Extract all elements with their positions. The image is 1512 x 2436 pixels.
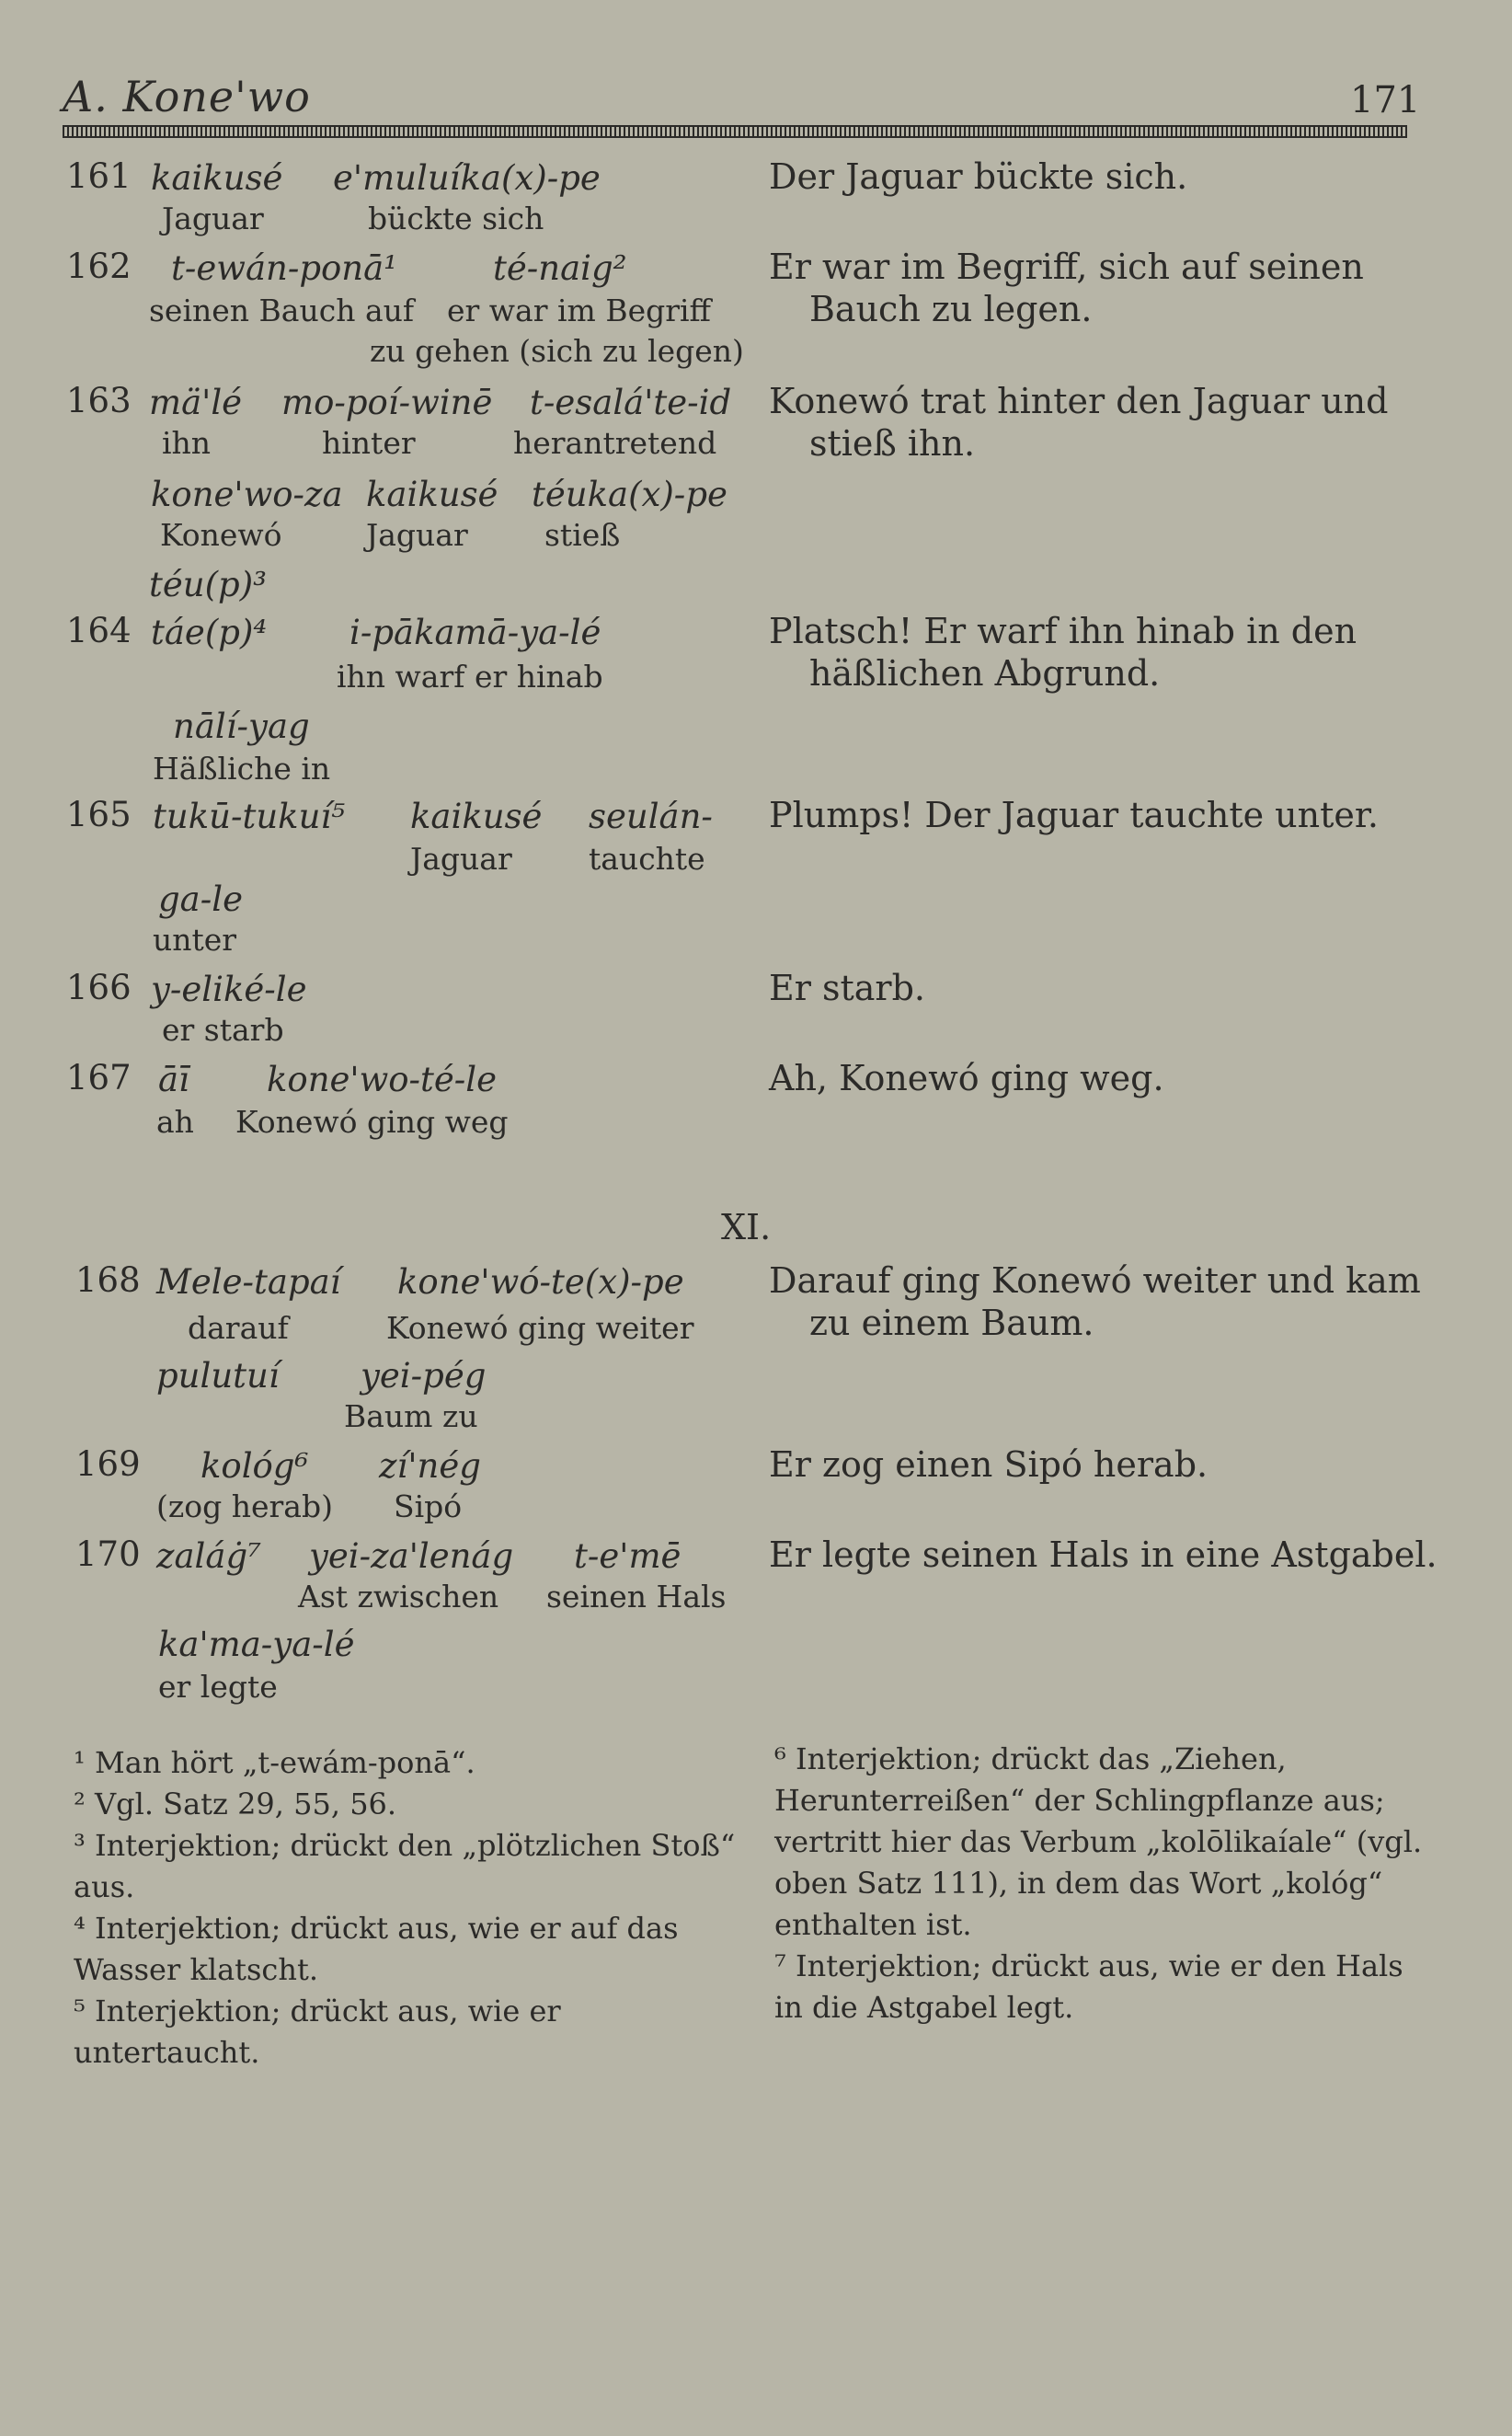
footnotes-left	[74, 1742, 736, 2074]
gloss: Konewó ging weiter	[386, 1310, 694, 1346]
translation-line: häßlichen Abgrund.	[809, 653, 1161, 694]
gloss: ah	[156, 1104, 194, 1140]
gloss: hinter	[322, 425, 416, 461]
footnote: ⁶ Interjektion; drückt das „Ziehen, Herunterreißen“ der Schlingpflanze aus; vertritt hier das Verbum „kolōlikaíale“ (vgl. oben Satz 111), in dem das Wort „kológ“ enthalten ist.	[774, 1741, 1423, 1942]
line-number: 161	[66, 156, 132, 196]
kariri-word: téu(p)³	[149, 565, 267, 604]
translation-line: stieß ihn.	[809, 423, 976, 464]
kariri-word: zí'nég	[379, 1446, 481, 1486]
kariri-word: t-ewán-ponā¹	[171, 248, 398, 288]
line-number: 169	[75, 1444, 141, 1484]
footnotes-right	[774, 1739, 1427, 2028]
kariri-word: mo-poí-winē	[281, 383, 493, 422]
gloss: er legte	[158, 1669, 278, 1705]
translation-line: Er starb.	[769, 968, 925, 1008]
translation-line: zu einem Baum.	[809, 1303, 1094, 1343]
line-number: 163	[66, 381, 132, 420]
kariri-word: Mele-tapaí	[156, 1262, 341, 1302]
kariri-word: kaikusé	[366, 475, 498, 514]
gloss: zu gehen (sich zu legen)	[370, 333, 744, 369]
kariri-word: kone'wó-te(x)-pe	[397, 1262, 684, 1302]
kariri-word: kone'wo-za	[151, 475, 343, 514]
footnote: ⁴ Interjektion; drückt aus, wie er auf das Wasser klatscht.	[74, 1911, 679, 1987]
gloss: Jaguar	[162, 201, 264, 236]
kariri-word: i-pākamā-ya-lé	[349, 613, 601, 652]
running-header-title: A. Kone'wo	[63, 72, 311, 121]
line-number: 165	[66, 795, 132, 834]
gloss: Jaguar	[410, 841, 512, 877]
gloss: bückte sich	[368, 201, 544, 236]
footnote: ¹ Man hört „t-ewám-ponā“.	[74, 1745, 475, 1780]
translation-line: Er war im Begriff, sich auf seinen	[769, 247, 1364, 287]
gloss: ihn	[162, 425, 212, 461]
line-number: 167	[66, 1058, 132, 1097]
footnote: ² Vgl. Satz 29, 55, 56.	[74, 1787, 397, 1821]
kariri-word: seulán-	[589, 797, 713, 836]
section-heading: XI.	[721, 1207, 772, 1247]
translation-line: Bauch zu legen.	[809, 289, 1093, 329]
kariri-word: té-naig²	[493, 248, 627, 288]
gloss: tauchte	[589, 841, 705, 877]
gloss: Konewó ging weg	[235, 1104, 509, 1140]
gloss: Jaguar	[366, 517, 468, 553]
line-number: 164	[66, 611, 132, 650]
translation-line: Plumps! Der Jaguar tauchte unter.	[769, 795, 1379, 835]
kariri-word: t-esalá'te-id	[530, 383, 732, 422]
gloss: Häßliche in	[153, 751, 331, 787]
footnote: ³ Interjektion; drückt den „plötzlichen Stoß“ aus.	[74, 1828, 736, 1904]
translation-line: Der Jaguar bückte sich.	[769, 156, 1188, 197]
kariri-word: kone'wo-té-le	[267, 1060, 498, 1099]
translation-line: Ah, Konewó ging weg.	[769, 1058, 1164, 1098]
kariri-word: mä'lé	[149, 383, 243, 422]
gloss: Baum zu	[344, 1398, 478, 1434]
kariri-word: ka'ma-ya-lé	[158, 1625, 355, 1664]
gloss: ihn warf er hinab	[337, 659, 603, 695]
kariri-word: táe(p)⁴	[151, 613, 268, 652]
line-number: 170	[75, 1534, 141, 1574]
kariri-word: tukū-tukuí⁵	[153, 797, 346, 836]
footnote: ⁷ Interjektion; drückt aus, wie er den Hals in die Astgabel legt.	[774, 1948, 1403, 2025]
gloss: Konewó	[160, 517, 282, 553]
gloss: seinen Bauch auf	[149, 293, 415, 328]
translation-line: Platsch! Er warf ihn hinab in den	[769, 611, 1357, 651]
line-number: 162	[66, 247, 132, 286]
translation-line: Er zog einen Sipó herab.	[769, 1444, 1208, 1485]
gloss: (zog herab)	[156, 1488, 333, 1524]
header-rule	[63, 125, 1407, 138]
gloss: seinen Hals	[546, 1579, 727, 1614]
gloss: er war im Begriff	[447, 293, 711, 328]
gloss: darauf	[188, 1310, 289, 1346]
kariri-word: y-eliké-le	[151, 970, 307, 1009]
gloss: unter	[153, 922, 237, 958]
kariri-word: yei-pég	[361, 1356, 487, 1396]
translation-line: Konewó trat hinter den Jaguar und	[769, 381, 1389, 421]
kariri-word: t-e'mē	[574, 1536, 682, 1576]
gloss: stieß	[544, 517, 621, 553]
gloss: herantretend	[513, 425, 717, 461]
kariri-word: ga-le	[158, 879, 243, 919]
gloss: Sipó	[394, 1488, 463, 1524]
kariri-word: e'muluíka(x)-pe	[333, 158, 601, 198]
gloss: Ast zwischen	[298, 1579, 499, 1614]
kariri-word: zaláġ⁷	[156, 1536, 261, 1576]
line-number: 166	[66, 968, 132, 1007]
line-number: 168	[75, 1260, 141, 1300]
kariri-word: kológ⁶	[200, 1446, 309, 1486]
footnote: ⁵ Interjektion; drückt aus, wie er untertaucht.	[74, 1994, 561, 2070]
kariri-word: kaikusé	[151, 158, 283, 198]
kariri-word: kaikusé	[410, 797, 543, 836]
page-number: 171	[1350, 79, 1421, 121]
kariri-word: pulutuí	[156, 1356, 280, 1396]
kariri-word: āī	[158, 1060, 189, 1099]
gloss: er starb	[162, 1012, 284, 1048]
kariri-word: téuka(x)-pe	[532, 475, 727, 514]
kariri-word: nālí-yag	[173, 707, 310, 746]
translation-line: Darauf ging Konewó weiter und kam	[769, 1260, 1421, 1301]
translation-line: Er legte seinen Hals in eine Astgabel.	[769, 1534, 1438, 1575]
kariri-word: yei-za'lenág	[309, 1536, 514, 1576]
